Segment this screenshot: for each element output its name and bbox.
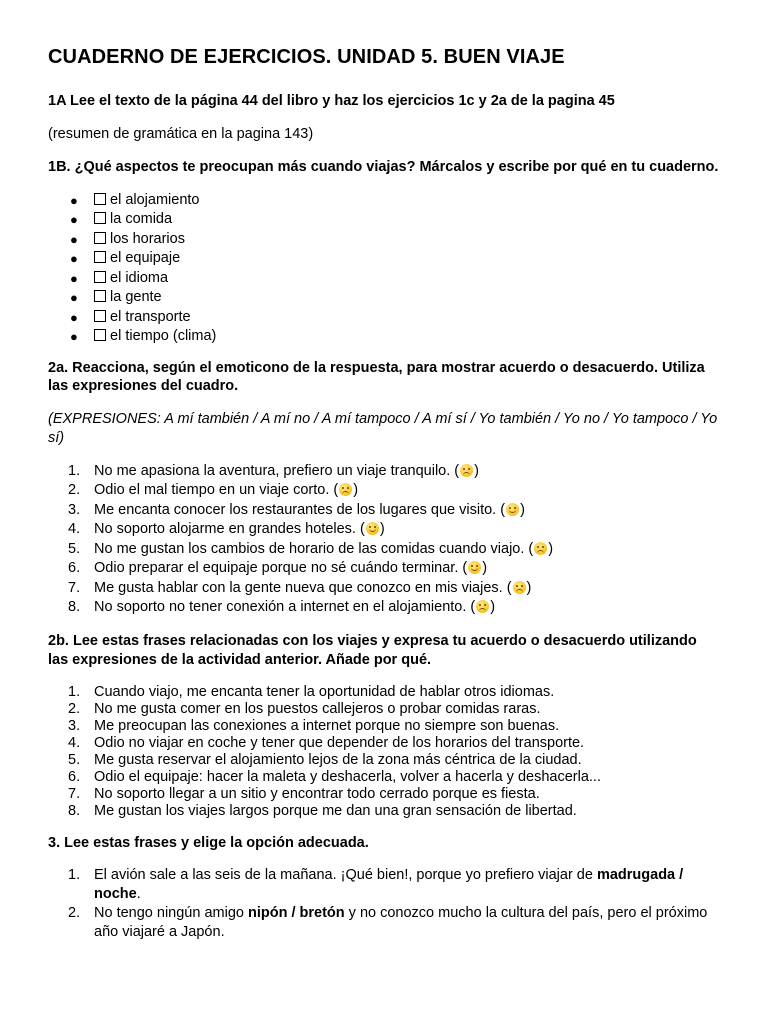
exercise-1a-heading: 1A Lee el texto de la página 44 del libro y haz los ejercicios 1c y 2a de la pagina 45: [48, 93, 615, 109]
list-item: [48, 579, 720, 599]
bullet-icon: ●: [70, 212, 78, 228]
bullet-icon: ●: [70, 329, 78, 345]
item-number: 7.: [68, 785, 81, 802]
item-number: 3.: [68, 501, 81, 518]
item-number: 5.: [68, 751, 81, 768]
list-item: [48, 327, 720, 347]
list-item: [48, 803, 720, 820]
list-item: [48, 866, 720, 904]
list-item-text: el equipaje: [110, 250, 181, 267]
item-number: 2.: [68, 905, 81, 922]
close-paren: ): [474, 462, 479, 479]
item-number: 1.: [68, 867, 81, 884]
item-text-end: .: [136, 886, 141, 903]
exercise-1b-heading: 1B. ¿Qué aspectos te preocupan más cuando viajas? Márcalos y escribe por qué en tu cuaderno.: [48, 158, 719, 175]
grammar-note: (resumen de gramática en la pagina 143): [48, 125, 314, 142]
item-text: Odio el mal tiempo en un viaje corto. (: [94, 482, 339, 499]
item-text: Me preocupan las conexiones a internet porque no siempre son buenas.: [94, 717, 560, 734]
item-number: 1.: [68, 683, 81, 700]
answer-options: nipón / bretón: [247, 905, 345, 922]
item-text: Me gusta reservar el alojamiento lejos de la zona más céntrica de la ciudad.: [94, 751, 582, 768]
item-text-end: y no conozco mucho la cultura del país, pero el próximo año viajaré a Japón.: [94, 905, 708, 940]
list-item-text: la gente: [110, 289, 162, 306]
item-text: Me gusta hablar con la gente nueva que conozco en mis viajes. (: [94, 579, 512, 596]
close-paren: ): [548, 540, 554, 557]
item-text: Me encanta conocer los restaurantes de los lugares que visito. (: [94, 501, 506, 518]
list-item: [48, 904, 720, 942]
list-item-text: el alojamiento: [110, 191, 200, 208]
page-title: CUADERNO DE EJERCICIOS. UNIDAD 5. BUEN VIAJE: [48, 46, 565, 68]
list-item: [48, 701, 720, 718]
bullet-icon: ●: [70, 231, 78, 247]
item-number: 2.: [68, 700, 81, 717]
checkbox-icon: [94, 251, 106, 263]
list-item: [48, 520, 720, 540]
close-paren: ): [482, 560, 488, 577]
sad-face-icon: [513, 581, 526, 594]
item-number: 5.: [68, 540, 81, 557]
list-item-text: el idioma: [110, 269, 169, 286]
item-number: 8.: [68, 802, 81, 819]
choice-list: [48, 866, 720, 941]
checkbox-icon: [94, 329, 106, 341]
exercise-3-heading: 3. Lee estas frases y elige la opción adecuada.: [48, 834, 369, 851]
item-text: No me gustan los cambios de horario de las comidas cuando viajo. (: [94, 540, 534, 557]
bullet-icon: ●: [70, 251, 78, 267]
list-item: [48, 559, 720, 579]
checkbox-icon: [94, 232, 106, 244]
list-item: [48, 269, 720, 289]
item-text: Cuando viajo, me encanta tener la oportunidad de hablar otros idiomas.: [94, 683, 555, 700]
exercise-2a-heading: 2a. Reacciona, según el emoticono de la respuesta, para mostrar acuerdo o desacuerdo. Utiliza las expresiones del cuadro.: [48, 359, 705, 395]
sad-face-icon: [460, 464, 473, 477]
list-item: [48, 249, 720, 269]
list-item: [48, 288, 720, 308]
item-number: 3.: [68, 717, 81, 734]
close-paren: ): [520, 501, 525, 518]
item-number: 4.: [68, 521, 81, 538]
item-text: Odio el equipaje: hacer la maleta y deshacerla, volver a hacerla y deshacerla...: [94, 768, 601, 785]
item-text: Odio no viajar en coche y tener que depender de los horarios del transporte.: [94, 734, 585, 751]
item-number: 4.: [68, 734, 81, 751]
list-item: [48, 598, 720, 618]
sad-face-icon: [476, 600, 489, 613]
item-number: 8.: [68, 599, 81, 616]
item-number: 2.: [68, 482, 81, 499]
list-item-text: los horarios: [110, 230, 185, 247]
close-paren: ): [526, 579, 532, 596]
item-text: Odio preparar el equipaje porque no sé cuándo terminar. (: [94, 560, 468, 577]
list-item-text: el tiempo (clima): [110, 328, 217, 345]
item-text: No soporto no tener conexión a internet en el alojamiento. (: [94, 599, 476, 616]
list-item-text: el transporte: [110, 308, 191, 325]
list-item: [48, 230, 720, 250]
item-text: No soporto alojarme en grandes hoteles. (: [94, 521, 365, 538]
list-item: [48, 308, 720, 328]
close-paren: ): [353, 482, 359, 499]
list-item: [48, 191, 720, 211]
concerns-list: [48, 191, 720, 347]
checkbox-icon: [94, 290, 106, 302]
bullet-icon: ●: [70, 290, 78, 306]
checkbox-icon: [94, 193, 106, 205]
item-number: 7.: [68, 579, 81, 596]
close-paren: ): [490, 599, 496, 616]
bullet-icon: ●: [70, 270, 78, 286]
checkbox-icon: [94, 310, 106, 322]
expressions-box: (EXPRESIONES: A mí también / A mí no / A mí tampoco / A mí sí / Yo también / Yo no / Yo tampoco / Yo sí): [48, 411, 718, 447]
list-item: [48, 462, 720, 482]
checkbox-icon: [94, 271, 106, 283]
bullet-icon: ●: [70, 192, 78, 208]
item-text: No me apasiona la aventura, prefiero un viaje tranquilo. (: [94, 462, 460, 479]
statements-list: [48, 684, 720, 820]
smiling-face-icon: [366, 522, 379, 535]
list-item-text: la comida: [110, 211, 173, 228]
item-text: No me gusta comer en los puestos callejeros o probar comidas raras.: [94, 700, 541, 717]
list-item: [48, 481, 720, 501]
smiling-face-icon: [506, 503, 519, 516]
item-number: 6.: [68, 768, 81, 785]
list-item: [48, 501, 720, 521]
list-item: [48, 540, 720, 560]
answer-options: madrugada / noche: [94, 867, 684, 903]
list-item: [48, 718, 720, 735]
smiling-face-icon: [468, 561, 481, 574]
list-item: [48, 769, 720, 786]
item-text: No soporto llegar a un sitio y encontrar todo cerrado porque es fiesta.: [94, 785, 540, 802]
bullet-icon: ●: [70, 309, 78, 325]
item-text: Me gustan los viajes largos porque me dan una gran sensación de libertad.: [94, 802, 577, 819]
list-item: [48, 752, 720, 769]
item-text: No tengo ningún amigo: [94, 905, 248, 922]
list-item: [48, 684, 720, 701]
worksheet-page: [48, 44, 720, 956]
item-number: 1.: [68, 462, 81, 479]
item-text: El avión sale a las seis de la mañana. ¡Qué bien!, porque yo prefiero viajar de: [94, 867, 597, 884]
checkbox-icon: [94, 212, 106, 224]
exercise-2b-heading: 2b. Lee estas frases relacionadas con los viajes y expresa tu acuerdo o desacuerdo utilizando las expresiones de la actividad anterior. Añade por qué.: [48, 632, 697, 668]
reactions-list: [48, 462, 720, 618]
sad-face-icon: [339, 483, 352, 496]
list-item: [48, 786, 720, 803]
list-item: [48, 210, 720, 230]
item-number: 6.: [68, 560, 81, 577]
close-paren: ): [379, 521, 385, 538]
sad-face-icon: [534, 542, 547, 555]
list-item: [48, 735, 720, 752]
